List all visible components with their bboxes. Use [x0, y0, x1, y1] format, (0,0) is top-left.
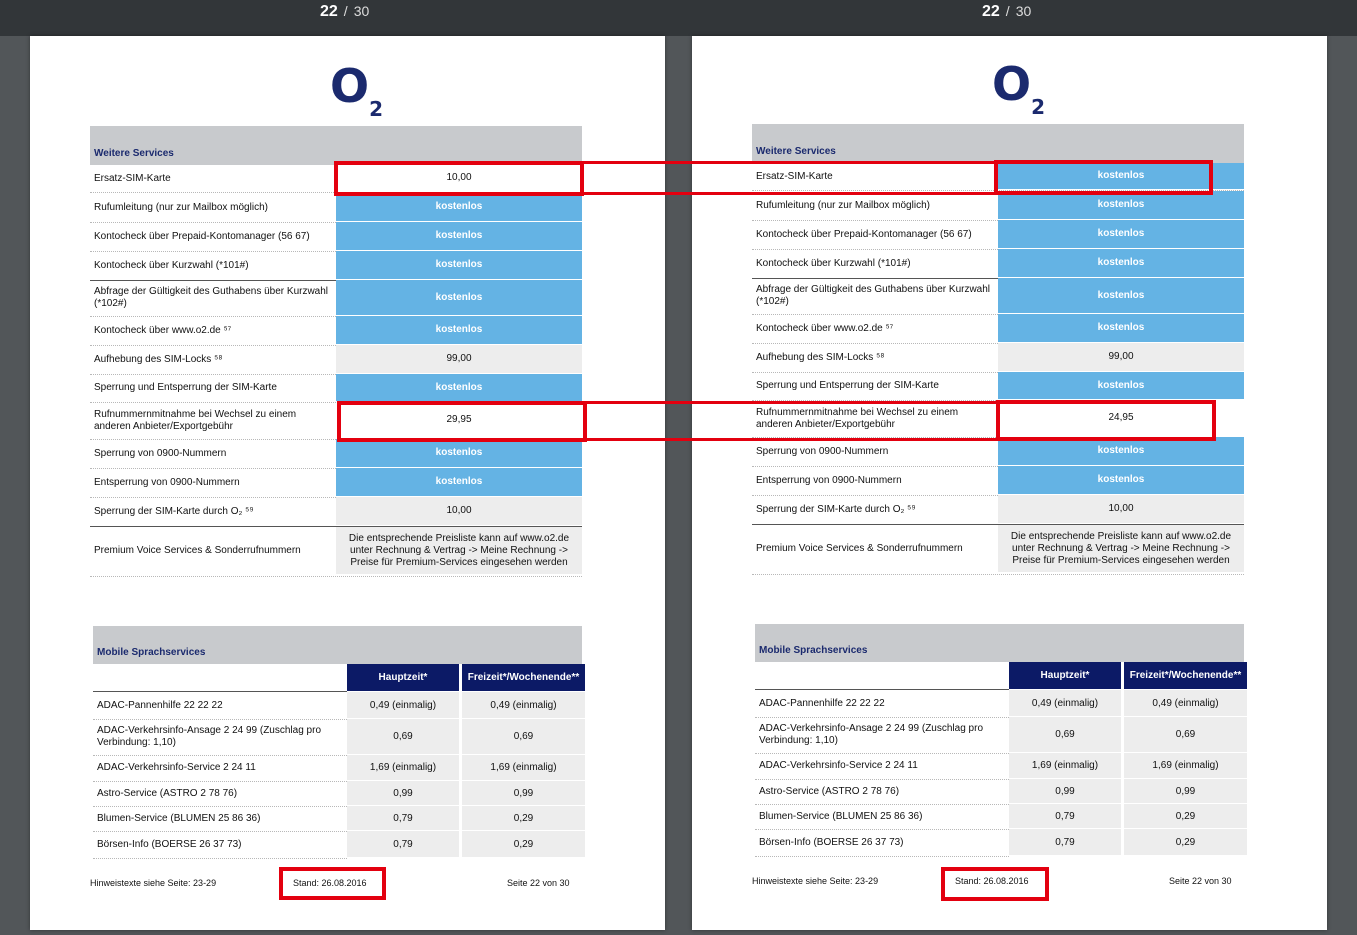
mobile-price-freizeit: 0,29 — [462, 806, 585, 830]
service-value: kostenlos — [336, 193, 582, 221]
mobile-price-hauptzeit: 0,79 — [1009, 804, 1121, 828]
mobile-price-hauptzeit: 1,69 (einmalig) — [347, 755, 459, 780]
o2-logo-sub: 2 — [369, 97, 383, 121]
mobile-service-label: Astro-Service (ASTRO 2 78 76) — [759, 785, 900, 797]
service-row — [752, 220, 1244, 250]
mobile-price-hauptzeit: 0,79 — [347, 831, 459, 857]
mobile-price-freizeit: 0,69 — [1124, 717, 1247, 752]
service-row — [752, 524, 1244, 575]
footer-stand: Stand: 26.08.2016 — [955, 876, 1029, 886]
current-page: 22 — [320, 3, 338, 20]
service-label: Ersatz-SIM-Karte — [94, 172, 171, 184]
mobile-price-hauptzeit: 0,49 (einmalig) — [1009, 690, 1121, 716]
service-value: kostenlos — [336, 251, 582, 279]
service-row — [752, 437, 1244, 467]
section-title: Mobile Sprachservices — [759, 645, 868, 656]
o2-logo-main: O — [330, 59, 369, 113]
mobile-price-freizeit: 0,69 — [462, 719, 585, 754]
mobile-service-row — [93, 755, 582, 782]
mobile-service-label: Börsen-Info (BOERSE 26 37 73) — [759, 836, 904, 848]
service-label: Kontocheck über Prepaid-Kontomanager (56 67) — [94, 230, 310, 242]
mobile-price-freizeit: 1,69 (einmalig) — [462, 755, 585, 780]
mobile-price-hauptzeit: 0,69 — [347, 719, 459, 754]
service-row — [752, 343, 1244, 373]
mobile-service-label: ADAC-Verkehrsinfo-Service 2 24 11 — [759, 760, 918, 771]
column-header-hauptzeit: Hauptzeit* — [347, 664, 459, 691]
service-value: 99,00 — [998, 343, 1244, 371]
page-separator: / — [1005, 3, 1010, 19]
service-label: Kontocheck über www.o2.de ⁵⁷ — [94, 324, 232, 336]
mobile-price-freizeit: 0,29 — [462, 831, 585, 857]
column-header-hauptzeit: Hauptzeit* — [1009, 662, 1121, 689]
service-row — [90, 222, 582, 252]
total-pages: 30 — [1015, 3, 1032, 19]
mobile-price-hauptzeit: 0,99 — [1009, 779, 1121, 803]
highlight-box-left-ersatz-sim — [334, 161, 584, 196]
mobile-price-hauptzeit: 0,99 — [347, 781, 459, 805]
mobile-price-hauptzeit: 0,49 (einmalig) — [347, 692, 459, 718]
mobile-service-row — [755, 779, 1244, 805]
service-value: kostenlos — [998, 372, 1244, 399]
service-label: Sperrung und Entsperrung der SIM-Karte — [756, 380, 939, 391]
connector-line-top — [587, 401, 996, 404]
service-label: Sperrung der SIM-Karte durch O₂ ⁵⁹ — [756, 503, 916, 515]
service-value: Die entsprechende Preisliste kann auf www.o2.de unter Rechnung & Vertrag -> Meine Rechnung -> Preise für Premium-Services eingesehen werden — [998, 525, 1244, 572]
service-row — [752, 249, 1244, 279]
service-row — [90, 251, 582, 281]
connector-line-bottom — [584, 192, 994, 195]
service-label: Sperrung von 0900-Nummern — [756, 445, 889, 457]
service-value: kostenlos — [336, 280, 582, 315]
service-value: 10,00 — [336, 497, 582, 525]
mobile-service-row — [755, 829, 1244, 857]
mobile-service-label: ADAC-Pannenhilfe 22 22 22 — [759, 697, 885, 709]
total-pages: 30 — [353, 3, 370, 19]
mobile-price-freizeit: 0,99 — [462, 781, 585, 805]
service-value: kostenlos — [336, 439, 582, 467]
service-label: Kontocheck über Prepaid-Kontomanager (56 67) — [756, 228, 972, 240]
mobile-price-freizeit: 0,49 (einmalig) — [462, 692, 585, 718]
mobile-service-row — [755, 717, 1244, 754]
service-row — [90, 497, 582, 527]
mobile-service-label: ADAC-Verkehrsinfo-Service 2 24 11 — [97, 762, 256, 773]
section-header-mobile-sprachservices — [755, 624, 1244, 662]
mobile-service-label: ADAC-Verkehrsinfo-Ansage 2 24 99 (Zuschlag pro Verbindung: 1,10) — [97, 725, 322, 748]
mobile-price-hauptzeit: 0,69 — [1009, 717, 1121, 752]
service-label: Rufumleitung (nur zur Mailbox möglich) — [94, 201, 268, 213]
mobile-price-freizeit: 1,69 (einmalig) — [1124, 753, 1247, 778]
service-value: kostenlos — [998, 163, 1244, 189]
o2-logo — [330, 59, 383, 121]
section-title: Weitere Services — [756, 146, 836, 157]
service-value: kostenlos — [998, 249, 1244, 277]
mobile-price-freizeit: 0,29 — [1124, 829, 1247, 855]
service-value: 10,00 — [998, 495, 1244, 523]
highlight-box-left-rufnummernmitnahme — [337, 401, 587, 442]
service-row — [90, 439, 582, 469]
service-value: 10,00 — [336, 165, 582, 191]
footer-page: Seite 22 von 30 — [507, 878, 570, 888]
mobile-price-freizeit: 0,29 — [1124, 804, 1247, 828]
service-row — [752, 466, 1244, 496]
service-label: Aufhebung des SIM-Locks ⁵⁸ — [756, 351, 885, 363]
service-value: kostenlos — [336, 374, 582, 401]
highlight-box-right-ersatz-sim — [994, 160, 1213, 195]
service-label: Kontocheck über Kurzwahl (*101#) — [94, 259, 249, 271]
mobile-service-row — [93, 806, 582, 832]
mobile-price-hauptzeit: 1,69 (einmalig) — [1009, 753, 1121, 778]
service-label: Abfrage der Gültigkeit des Guthabens über Kurzwahl (*102#) — [756, 284, 991, 307]
footer-page: Seite 22 von 30 — [1169, 876, 1232, 886]
service-label: Rufnummernmitnahme bei Wechsel zu einem anderen Anbieter/Exportgebühr — [94, 408, 297, 432]
column-header-freizeit: Freizeit*/Wochenende** — [1124, 662, 1247, 689]
service-label: Sperrung und Entsperrung der SIM-Karte — [94, 382, 277, 393]
service-value: kostenlos — [998, 466, 1244, 494]
service-label: Entsperrung von 0900-Nummern — [756, 474, 902, 486]
o2-logo-main: O — [992, 57, 1031, 111]
service-label: Premium Voice Services & Sonderrufnummern — [94, 545, 301, 556]
service-value: 29,95 — [336, 402, 582, 438]
mobile-service-row — [93, 831, 582, 859]
service-value: kostenlos — [998, 191, 1244, 219]
page-separator: / — [343, 3, 348, 19]
service-row — [90, 345, 582, 375]
service-label: Premium Voice Services & Sonderrufnummern — [756, 543, 963, 554]
column-header-freizeit: Freizeit*/Wochenende** — [462, 664, 585, 691]
mobile-service-row — [755, 753, 1244, 780]
service-row — [90, 374, 582, 403]
service-label: Ersatz-SIM-Karte — [756, 170, 833, 182]
mobile-service-row — [93, 692, 582, 720]
mobile-price-hauptzeit: 0,79 — [1009, 829, 1121, 855]
service-row — [752, 495, 1244, 525]
section-title: Mobile Sprachservices — [97, 647, 206, 658]
section-header-mobile-sprachservices — [93, 626, 582, 664]
footer-stand: Stand: 26.08.2016 — [293, 878, 367, 888]
service-label: Abfrage der Gültigkeit des Guthabens über Kurzwahl (*102#) — [94, 286, 329, 309]
connector-line-bottom — [587, 438, 996, 441]
service-row — [752, 191, 1244, 221]
service-value: Die entsprechende Preisliste kann auf www.o2.de unter Rechnung & Vertrag -> Meine Rechnung -> Preise für Premium-Services eingesehen werden — [336, 527, 582, 574]
mobile-service-label: Börsen-Info (BOERSE 26 37 73) — [97, 838, 242, 850]
footer-hints: Hinweistexte siehe Seite: 23-29 — [90, 878, 217, 888]
service-label: Entsperrung von 0900-Nummern — [94, 476, 240, 488]
service-value: 99,00 — [336, 345, 582, 373]
mobile-service-label: ADAC-Verkehrsinfo-Ansage 2 24 99 (Zuschlag pro Verbindung: 1,10) — [759, 723, 984, 746]
highlight-box-right-stand — [941, 867, 1049, 901]
service-label: Sperrung der SIM-Karte durch O₂ ⁵⁹ — [94, 505, 254, 517]
page-indicator-left[interactable] — [320, 3, 369, 21]
connector-line-top — [584, 161, 994, 164]
mobile-service-row — [755, 690, 1244, 718]
pdf-viewer-toolbar — [0, 0, 1357, 36]
mobile-service-row — [93, 719, 582, 756]
service-label: Kontocheck über Kurzwahl (*101#) — [756, 257, 911, 269]
service-row — [90, 526, 582, 577]
service-row — [90, 193, 582, 223]
service-row — [90, 280, 582, 317]
service-value: kostenlos — [998, 437, 1244, 465]
section-title: Weitere Services — [94, 148, 174, 159]
mobile-service-label: Astro-Service (ASTRO 2 78 76) — [97, 787, 238, 799]
mobile-price-freizeit: 0,99 — [1124, 779, 1247, 803]
service-row — [90, 316, 582, 346]
service-row — [752, 314, 1244, 344]
mobile-price-hauptzeit: 0,79 — [347, 806, 459, 830]
highlight-box-left-stand — [279, 867, 386, 900]
service-label: Aufhebung des SIM-Locks ⁵⁸ — [94, 353, 223, 365]
mobile-service-label: Blumen-Service (BLUMEN 25 86 36) — [759, 810, 923, 822]
mobile-service-row — [93, 781, 582, 807]
service-row — [752, 278, 1244, 315]
service-value: kostenlos — [998, 278, 1244, 313]
o2-logo-sub: 2 — [1031, 95, 1045, 119]
o2-logo — [992, 57, 1045, 119]
service-value: kostenlos — [336, 468, 582, 496]
service-value: 24,95 — [998, 400, 1244, 436]
service-label: Rufumleitung (nur zur Mailbox möglich) — [756, 199, 930, 211]
section-header-weitere-services — [90, 126, 582, 165]
page-indicator-right[interactable] — [982, 3, 1031, 21]
row-underline — [755, 855, 1009, 857]
section-header-weitere-services — [752, 124, 1244, 163]
service-value: kostenlos — [998, 314, 1244, 342]
service-row — [752, 372, 1244, 401]
mobile-price-freizeit: 0,49 (einmalig) — [1124, 690, 1247, 716]
current-page: 22 — [982, 3, 1000, 20]
service-value: kostenlos — [336, 222, 582, 250]
service-value: kostenlos — [998, 220, 1244, 248]
service-value: kostenlos — [336, 316, 582, 344]
service-label: Sperrung von 0900-Nummern — [94, 447, 227, 459]
mobile-service-label: ADAC-Pannenhilfe 22 22 22 — [97, 699, 223, 711]
highlight-box-right-rufnummernmitnahme — [996, 400, 1216, 441]
mobile-service-label: Blumen-Service (BLUMEN 25 86 36) — [97, 812, 261, 824]
service-label: Kontocheck über www.o2.de ⁵⁷ — [756, 322, 894, 334]
mobile-service-row — [755, 804, 1244, 830]
row-underline — [93, 857, 347, 859]
service-label: Rufnummernmitnahme bei Wechsel zu einem anderen Anbieter/Exportgebühr — [756, 406, 959, 430]
footer-hints: Hinweistexte siehe Seite: 23-29 — [752, 876, 879, 886]
service-row — [90, 468, 582, 498]
